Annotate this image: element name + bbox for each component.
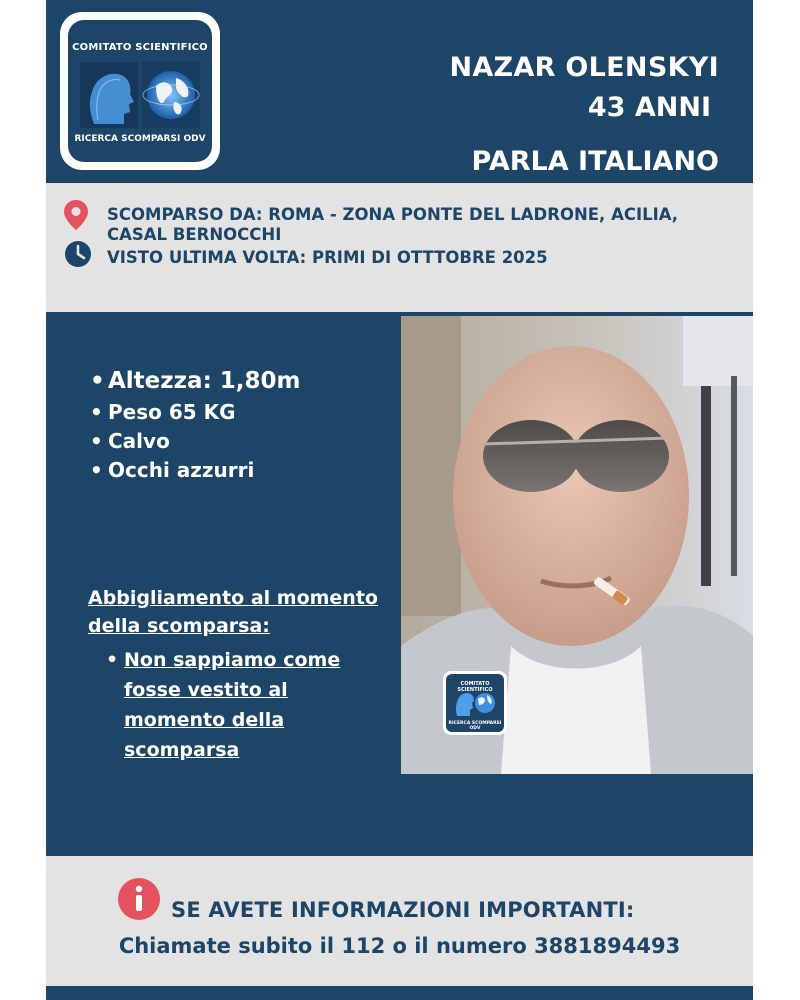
- info-heading: SE AVETE INFORMAZIONI IMPORTANTI:: [171, 898, 635, 922]
- contact-footer: [46, 856, 753, 986]
- feature-weight: • Peso 65 KG: [90, 398, 301, 427]
- organization-logo: [60, 12, 220, 170]
- photo-watermark-logo: [443, 671, 507, 735]
- clothing-item: • Non sappiamo come fosse vestito al momento della scomparsa: [106, 645, 356, 765]
- person-age: 43 ANNI: [587, 92, 711, 123]
- language-spoken: PARLA ITALIANO: [471, 146, 719, 177]
- info-alert-icon: [118, 878, 160, 920]
- clock-icon: [64, 240, 92, 268]
- clothing-list: [106, 645, 356, 765]
- physical-features-list: [90, 364, 301, 485]
- logo-title: COMITATO SCIENTIFICO: [72, 42, 208, 53]
- watermark-globe-icon: [454, 689, 496, 717]
- person-photo: [401, 316, 753, 774]
- head-globe-icon: [80, 62, 200, 128]
- bottom-bar: [46, 986, 753, 1000]
- logo-subtitle: RICERCA SCOMPARSI ODV: [74, 134, 206, 144]
- feature-hair: • Calvo: [90, 427, 301, 456]
- clothing-heading: Abbigliamento al momento della scomparsa:: [88, 587, 378, 637]
- poster-header: [46, 0, 753, 183]
- call-instructions: Chiamate subito il 112 o il numero 3881894493: [118, 934, 681, 958]
- watermark-subtitle: RICERCA SCOMPARSI ODV: [448, 721, 502, 731]
- location-band: [46, 183, 753, 312]
- last-seen-text: VISTO ULTIMA VOLTA: PRIMI DI OTTTOBRE 2025: [107, 248, 548, 267]
- feature-height: • Altezza: 1,80m: [90, 364, 301, 398]
- watermark-title: COMITATO SCIENTIFICO: [457, 681, 493, 693]
- missing-from-text: SCOMPARSO DA: ROMA - ZONA PONTE DEL LADRONE, ACILIA, CASAL BERNOCCHI: [107, 205, 679, 244]
- details-section: [46, 312, 753, 856]
- missing-person-poster: [46, 0, 753, 1000]
- person-name: NAZAR OLENSKYI: [449, 52, 719, 83]
- location-pin-icon: [64, 200, 88, 230]
- feature-eyes: • Occhi azzurri: [90, 456, 301, 485]
